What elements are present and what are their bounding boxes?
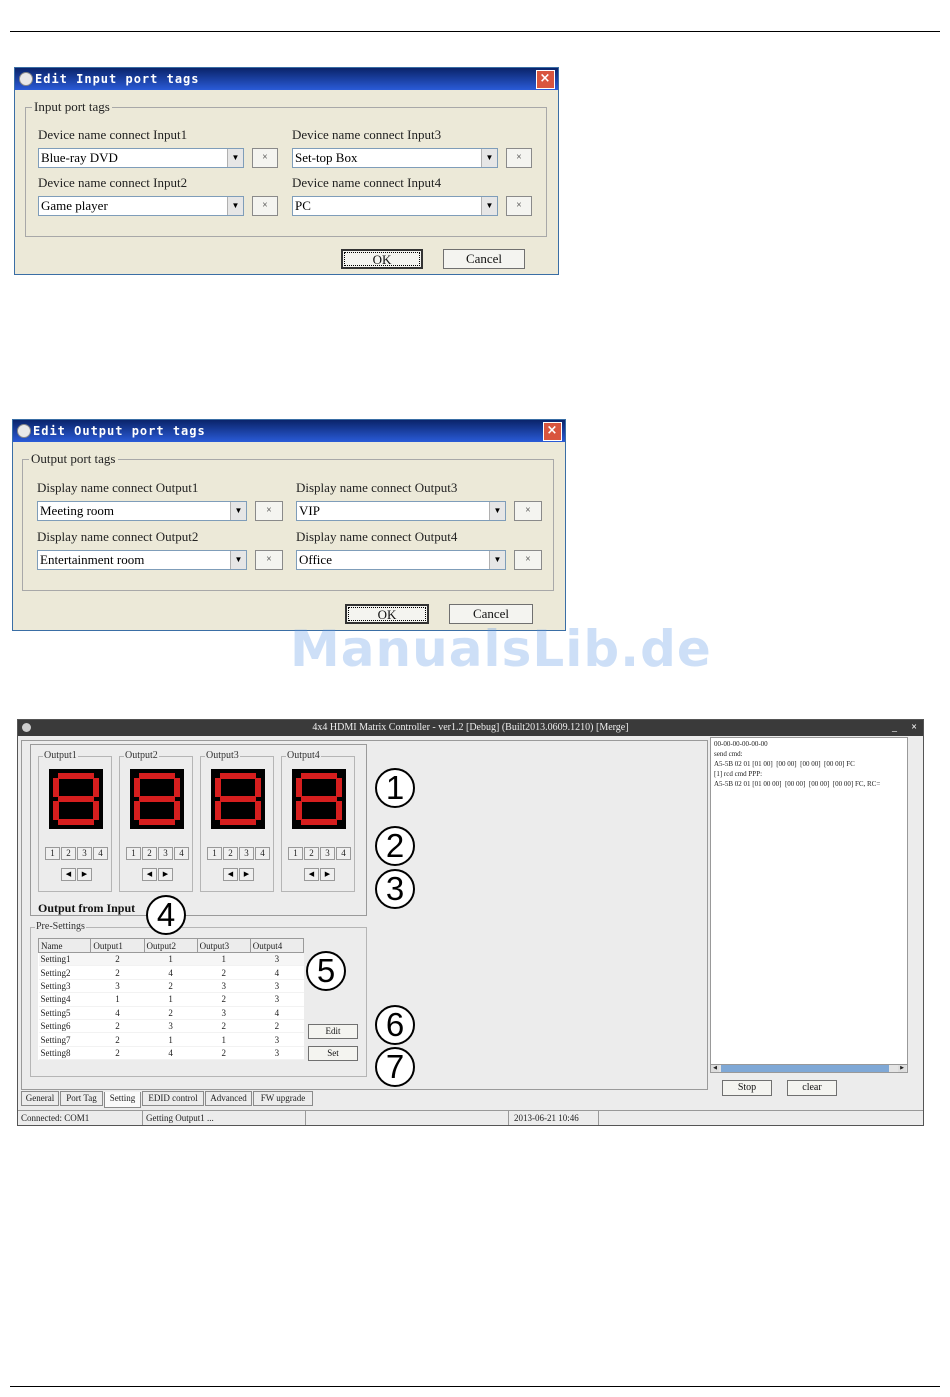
table-cell: 2 [197,966,250,979]
dialog-title: Edit Output port tags [33,424,206,438]
next-arrow-icon[interactable]: ▶ [77,868,92,881]
input4-clear-button[interactable]: × [506,196,532,216]
output1-clear-button[interactable]: × [255,501,283,521]
input1-combo[interactable] [38,148,244,168]
output3-clear-button[interactable]: × [514,501,542,521]
presettings-label: Pre-Settings [36,921,85,932]
cancel-button[interactable]: Cancel [449,604,533,624]
callout-4: 4 [146,895,186,935]
dialog-titlebar [13,420,565,442]
group-label: Input port tags [34,99,110,114]
table-cell: 1 [144,993,197,1006]
table-row[interactable] [39,966,304,979]
input-2-button[interactable]: 2 [223,847,238,860]
output-tags-dialog [12,419,566,631]
chevron-down-icon[interactable]: ▼ [230,551,246,569]
input-3-button[interactable]: 3 [158,847,173,860]
callout-2: 2 [375,826,415,866]
app-icon [17,424,31,438]
output3-combo[interactable] [296,501,506,521]
previous-arrow-icon[interactable]: ◀ [142,868,157,881]
output-label: Output2 [125,750,158,761]
table-cell: 3 [250,1033,303,1046]
input3-value: Set-top Box [295,150,358,165]
scrollbar-thumb[interactable] [721,1065,889,1072]
table-cell: 4 [144,966,197,979]
table-cell: 2 [91,1046,144,1059]
output-port-tags-group [22,451,554,591]
scroll-left-icon[interactable]: ◀ [711,1065,719,1072]
output2-clear-button[interactable]: × [255,550,283,570]
column-header[interactable]: Output2 [144,939,197,953]
table-cell: 2 [91,1019,144,1032]
setting-name: Setting4 [39,993,91,1006]
column-header[interactable]: Output4 [250,939,303,953]
table-row[interactable] [39,1046,304,1059]
table-cell: 1 [91,993,144,1006]
output-label: Output4 [287,750,320,761]
column-header[interactable]: Output3 [197,939,250,953]
output3-label: Display name connect Output3 [296,480,458,495]
ok-button[interactable]: OK [345,604,429,624]
previous-arrow-icon[interactable]: ◀ [223,868,238,881]
table-cell: 2 [91,966,144,979]
column-header[interactable]: Output1 [91,939,144,953]
table-row[interactable] [39,979,304,992]
output2-value: Entertainment room [40,552,145,567]
log-line: A5-5B 02 01 [01 00 00] [00 00] [00 00] [00 00] FC, RC= [714,780,881,788]
table-cell: 3 [250,1046,303,1059]
app-title: 4x4 HDMI Matrix Controller - ver1.2 [Debug] (Built2013.0609.1210) [Merge] [312,722,629,733]
table-cell: 1 [197,953,250,966]
tab-setting[interactable]: Setting [104,1092,141,1108]
output4-value: Office [299,552,332,567]
output3-group [200,750,274,892]
table-cell: 3 [197,1006,250,1019]
log-line: 00-00-00-00-00-00 [714,740,768,748]
close-icon[interactable]: × [911,722,917,733]
input1-label: Device name connect Input1 [38,127,188,142]
table-cell: 3 [144,1019,197,1032]
output3-value: VIP [299,503,320,518]
matrix-controller-window [17,719,924,1126]
log-line: A5-5B 02 01 [01 00] [00 00] [00 00] [00 00] FC [714,760,855,768]
callout-1: 1 [375,768,415,808]
setting-name: Setting6 [39,1019,91,1032]
command-log[interactable] [710,737,908,1073]
set-button[interactable]: Set [308,1046,358,1061]
minimize-icon[interactable]: _ [892,722,897,733]
setting-name: Setting5 [39,1006,91,1019]
next-arrow-icon[interactable]: ▶ [158,868,173,881]
chevron-down-icon[interactable]: ▼ [489,551,505,569]
output2-label: Display name connect Output2 [37,529,199,544]
watermark: ManualsLib.de [290,620,712,678]
top-rule [10,31,940,32]
input1-clear-button[interactable]: × [252,148,278,168]
table-cell: 4 [250,966,303,979]
input-port-tags-group [25,99,547,237]
input-1-button[interactable]: 1 [45,847,60,860]
scroll-right-icon[interactable]: ▶ [898,1065,906,1072]
input-1-button[interactable]: 1 [207,847,222,860]
tab-port-tag[interactable]: Port Tag [60,1091,103,1106]
clear-log-button[interactable]: clear [787,1080,837,1096]
dialog-titlebar [15,68,558,90]
output1-combo[interactable] [37,501,247,521]
table-cell: 1 [144,1033,197,1046]
input3-clear-button[interactable]: × [506,148,532,168]
table-row[interactable] [39,1033,304,1046]
chevron-down-icon[interactable]: ▼ [481,149,497,167]
table-cell: 1 [144,953,197,966]
output4-group [281,750,355,892]
input4-label: Device name connect Input4 [292,175,442,190]
table-cell: 2 [250,1019,303,1032]
horizontal-scrollbar[interactable] [710,1064,908,1073]
output4-combo[interactable] [296,550,506,570]
output4-clear-button[interactable]: × [514,550,542,570]
input-1-button[interactable]: 1 [288,847,303,860]
table-cell: 2 [197,1019,250,1032]
setting-name: Setting3 [39,979,91,992]
input-4-button[interactable]: 4 [93,847,108,860]
table-cell: 4 [91,1006,144,1019]
input3-label: Device name connect Input3 [292,127,442,142]
callout-7: 7 [375,1047,415,1087]
table-cell: 3 [250,993,303,1006]
tab-general[interactable]: General [21,1091,59,1106]
output4-label: Display name connect Output4 [296,529,458,544]
table-row[interactable] [39,1006,304,1019]
table-row[interactable] [39,1019,304,1032]
presettings-table [38,938,304,1060]
seven-segment-display [292,769,346,829]
status-separator [142,1111,143,1125]
table-cell: 2 [144,979,197,992]
output-label: Output1 [44,750,77,761]
status-separator [305,1111,306,1125]
status-message: Getting Output1 ... [146,1113,214,1123]
input1-value: Blue-ray DVD [41,150,118,165]
setting-name: Setting7 [39,1033,91,1046]
column-header[interactable]: Name [39,939,91,953]
status-separator [598,1111,599,1125]
edit-button[interactable]: Edit [308,1024,358,1039]
input-2-button[interactable]: 2 [61,847,76,860]
next-arrow-icon[interactable]: ▶ [239,868,254,881]
app-icon [22,723,31,732]
next-arrow-icon[interactable]: ▶ [320,868,335,881]
input-3-button[interactable]: 3 [239,847,254,860]
group-label: Output port tags [31,451,116,466]
table-cell: 3 [91,979,144,992]
input-2-button[interactable]: 2 [304,847,319,860]
output2-group [119,750,193,892]
cancel-button[interactable]: Cancel [443,249,525,269]
app-icon [19,72,33,86]
setting-name: Setting8 [39,1046,91,1059]
seven-segment-display [130,769,184,829]
chevron-down-icon[interactable]: ▼ [481,197,497,215]
input4-combo[interactable] [292,196,498,216]
input-tags-dialog [14,67,559,275]
table-cell: 2 [91,1033,144,1046]
status-timestamp: 2013-06-21 10:46 [514,1113,579,1123]
output-label: Output3 [206,750,239,761]
status-bar [18,1110,923,1125]
tab-fw-upgrade[interactable]: FW upgrade [253,1091,313,1106]
callout-5: 5 [306,951,346,991]
input4-value: PC [295,198,311,213]
input-4-button[interactable]: 4 [255,847,270,860]
table-cell: 2 [144,1006,197,1019]
input-4-button[interactable]: 4 [174,847,189,860]
previous-arrow-icon[interactable]: ◀ [61,868,76,881]
bottom-rule [10,1386,940,1387]
status-separator [508,1111,509,1125]
input2-value: Game player [41,198,108,213]
input-3-button[interactable]: 3 [320,847,335,860]
output1-value: Meeting room [40,503,115,518]
input-1-button[interactable]: 1 [126,847,141,860]
log-line: send cmd: [714,750,743,758]
tab-edid-control[interactable]: EDID control [142,1091,204,1106]
table-cell: 2 [197,1046,250,1059]
seven-segment-display [211,769,265,829]
connection-status: Connected: COM1 [21,1113,90,1123]
callout-3: 3 [375,869,415,909]
table-cell: 3 [250,953,303,966]
input2-combo[interactable] [38,196,244,216]
input2-clear-button[interactable]: × [252,196,278,216]
input-3-button[interactable]: 3 [77,847,92,860]
ok-button[interactable]: OK [341,249,423,269]
setting-name: Setting2 [39,966,91,979]
stop-button[interactable]: Stop [722,1080,772,1096]
table-row[interactable] [39,993,304,1006]
table-cell: 1 [197,1033,250,1046]
dialog-title: Edit Input port tags [35,72,200,86]
setting-name: Setting1 [39,953,91,966]
callout-6: 6 [375,1005,415,1045]
input2-label: Device name connect Input2 [38,175,188,190]
table-cell: 4 [144,1046,197,1059]
previous-arrow-icon[interactable]: ◀ [304,868,319,881]
output-from-input-label: Output from Input [38,901,136,915]
tab-advanced[interactable]: Advanced [205,1091,252,1106]
table-cell: 2 [91,953,144,966]
close-icon[interactable]: × [536,70,555,89]
app-titlebar [18,720,923,736]
chevron-down-icon[interactable]: ▼ [230,502,246,520]
chevron-down-icon[interactable]: ▼ [227,197,243,215]
output2-combo[interactable] [37,550,247,570]
input-4-button[interactable]: 4 [336,847,351,860]
output1-group [38,750,112,892]
log-line: [1] rcd cmd PPP: [714,770,763,778]
chevron-down-icon[interactable]: ▼ [227,149,243,167]
output1-label: Display name connect Output1 [37,480,199,495]
chevron-down-icon[interactable]: ▼ [489,502,505,520]
table-cell: 3 [197,979,250,992]
table-row[interactable] [39,953,304,966]
close-icon[interactable]: × [543,422,562,441]
input-2-button[interactable]: 2 [142,847,157,860]
seven-segment-display [49,769,103,829]
table-cell: 2 [197,993,250,1006]
table-cell: 4 [250,1006,303,1019]
table-cell: 3 [250,979,303,992]
input3-combo[interactable] [292,148,498,168]
